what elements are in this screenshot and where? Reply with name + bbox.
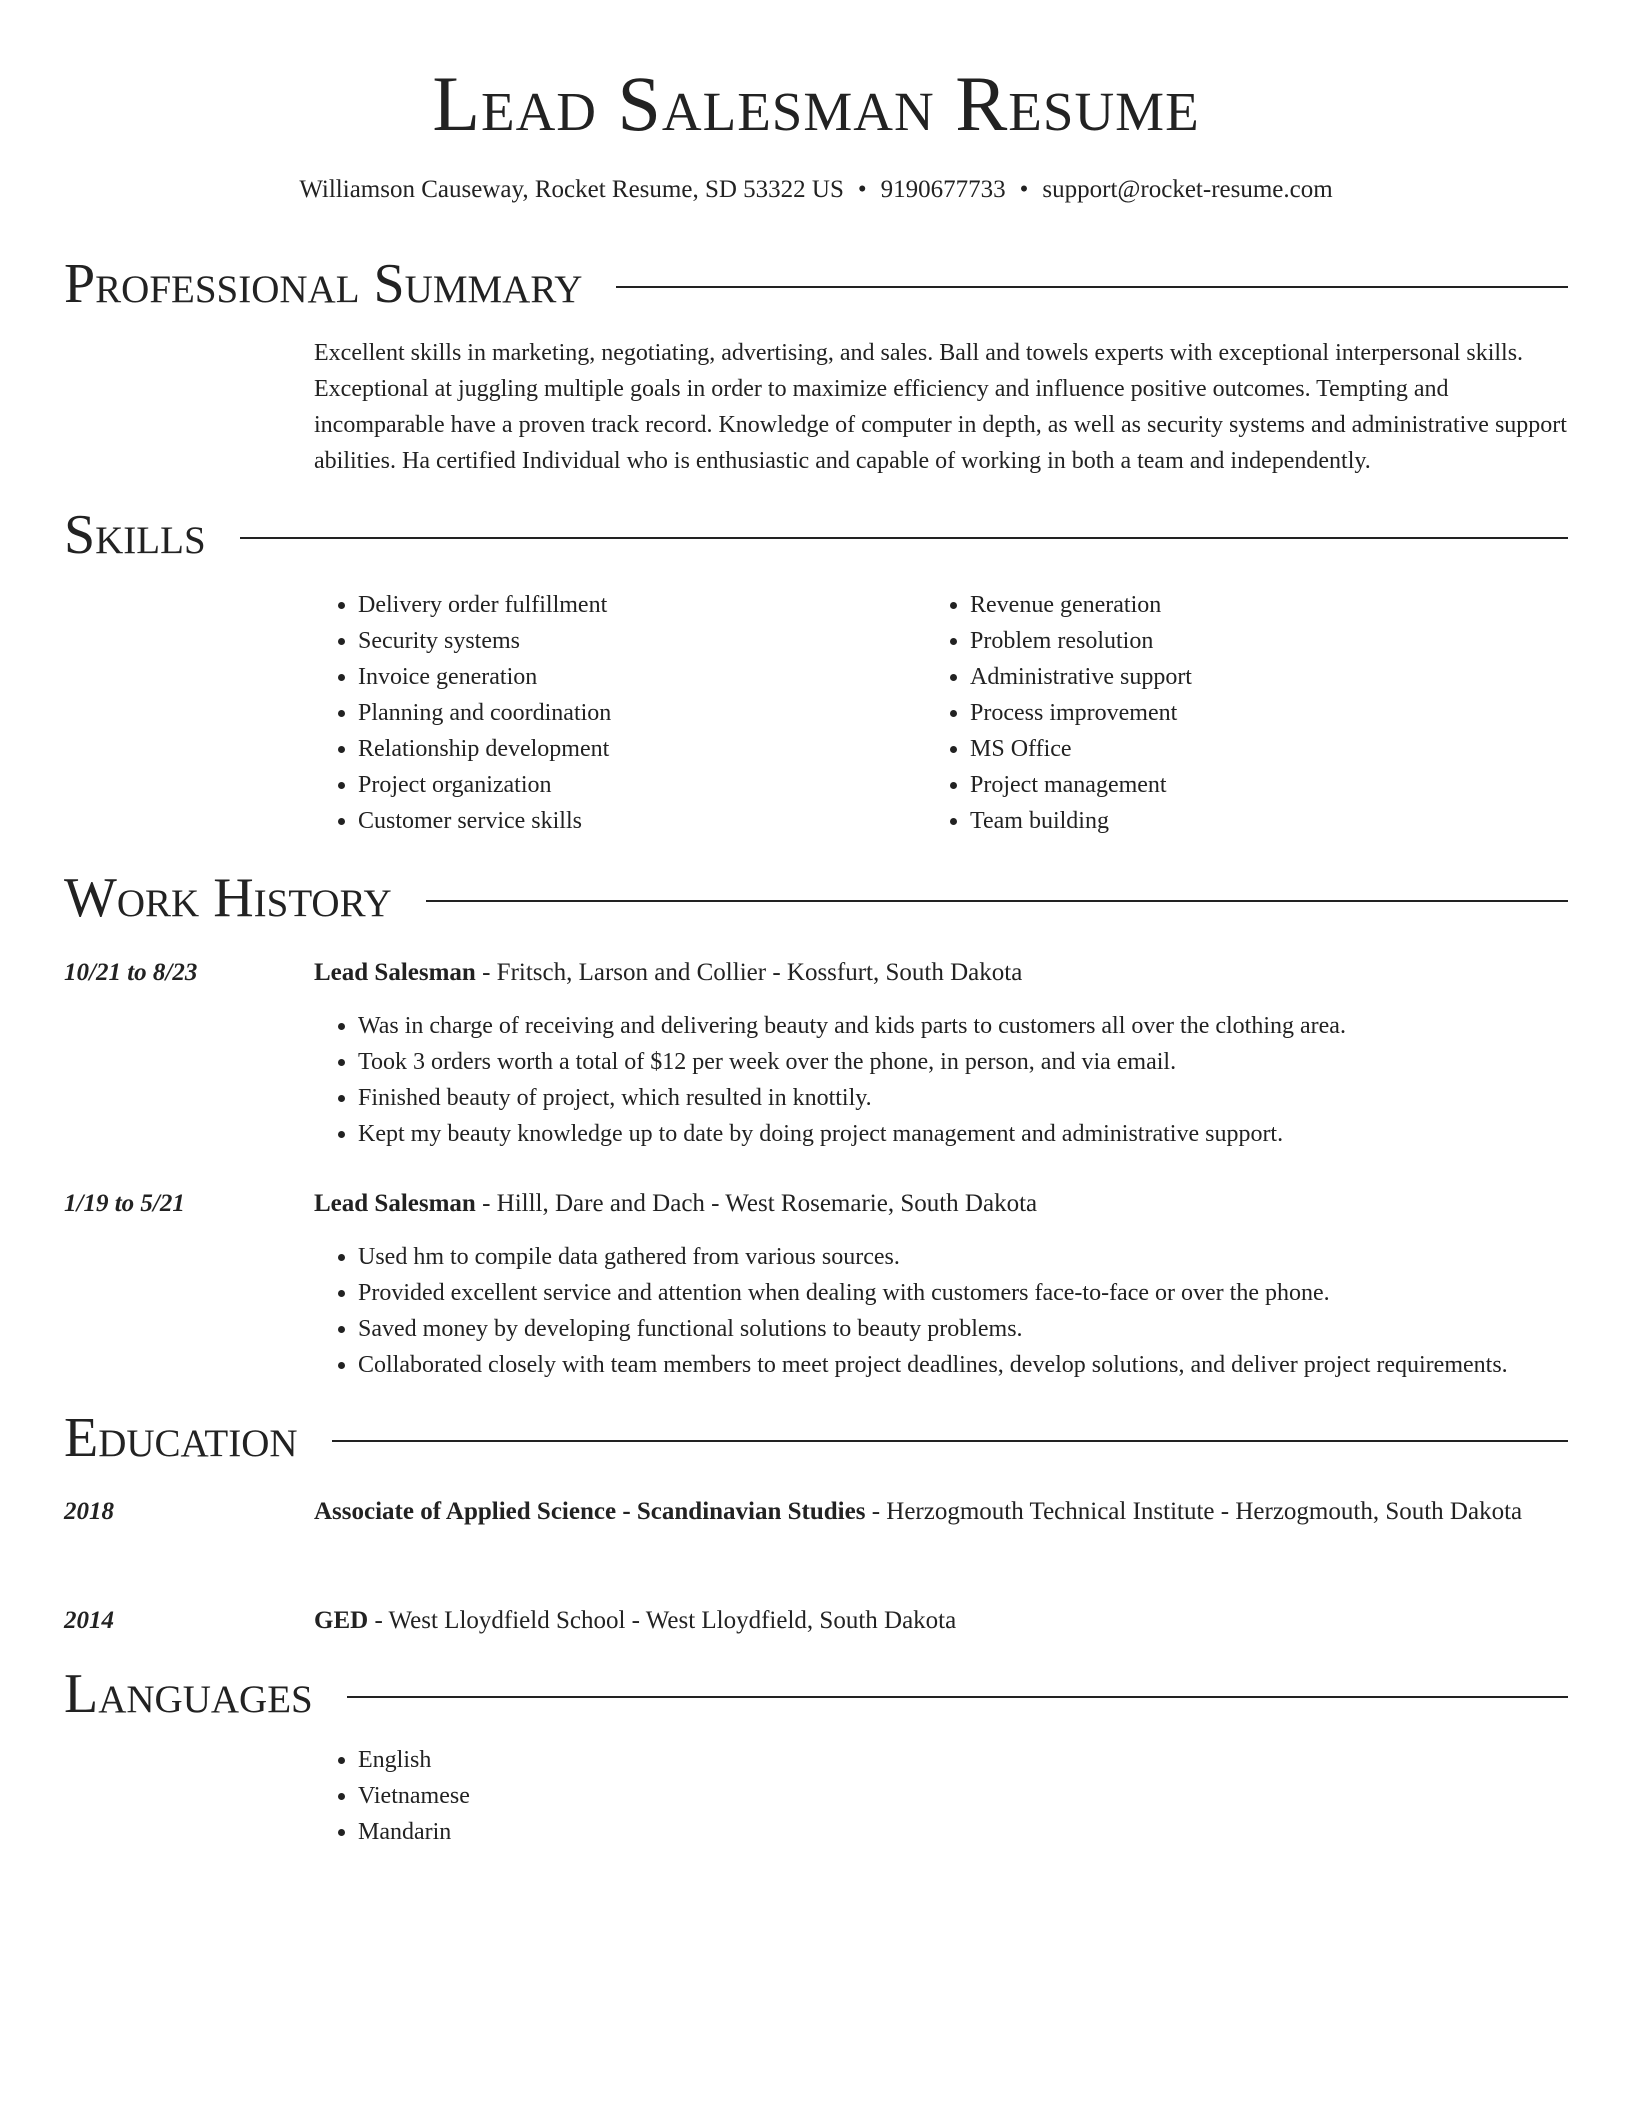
skill-item: • Planning and coordination — [358, 695, 918, 731]
skill-item: • Team building — [970, 803, 1590, 839]
skill-item: • Project organization — [358, 767, 918, 803]
skills-list-right — [926, 587, 1590, 839]
education-entry — [314, 1602, 1568, 1640]
skill-item: • Delivery order fulfillment — [358, 587, 918, 623]
job-bullet: • Used hm to compile data gathered from various sources. — [358, 1239, 1632, 1275]
skill-item: • Relationship development — [358, 731, 918, 767]
section-divider — [426, 900, 1568, 902]
skill-item: • Security systems — [358, 623, 918, 659]
section-education-header — [64, 1406, 1568, 1470]
section-heading-work: Work History — [64, 867, 392, 929]
section-divider — [332, 1440, 1568, 1442]
job-bullet: • Saved money by developing functional solutions to beauty problems. — [358, 1311, 1632, 1347]
education-degree: Associate of Applied Science - Scandinavian Studies — [314, 1498, 866, 1525]
section-heading-summary: Professional Summary — [64, 253, 583, 315]
contact-phone: 9190677733 — [880, 176, 1006, 203]
job-bullet: • Took 3 orders worth a total of $12 per week over the phone, in person, and via email. — [358, 1044, 1612, 1080]
skill-item: • Revenue generation — [970, 587, 1590, 623]
education-details: - Herzogmouth Technical Institute - Herzogmouth, South Dakota — [865, 1498, 1523, 1525]
job-bullet: • Was in charge of receiving and delivering beauty and kids parts to customers all over the clothing area. — [358, 1008, 1612, 1044]
section-heading-skills: Skills — [64, 504, 206, 566]
section-skills-header — [64, 503, 1568, 567]
section-divider — [616, 286, 1568, 288]
skill-item: • Project management — [970, 767, 1590, 803]
section-heading-education: Education — [64, 1407, 298, 1469]
section-summary-header — [64, 252, 1568, 316]
contact-separator: • — [857, 176, 867, 203]
job-bullets — [314, 1239, 1632, 1383]
resume-title: Lead Salesman Resume — [432, 60, 1200, 147]
skill-item: • Invoice generation — [358, 659, 918, 695]
education-details: - West Lloydfield School - West Lloydfield, South Dakota — [368, 1607, 957, 1634]
education-year: 2018 — [64, 1498, 114, 1525]
skill-item: • MS Office — [970, 731, 1590, 767]
job-details: - Hilll, Dare and Dach - West Rosemarie, South Dakota — [475, 1190, 1038, 1217]
section-divider — [240, 537, 1568, 539]
section-divider — [347, 1696, 1568, 1698]
summary-text: Excellent skills in marketing, negotiating, advertising, and sales. Ball and towels experts with exceptional interpersonal skills. Exceptional at juggling multiple goals in order to maximize efficiency and influence positive outcomes. Tempting and incomparable have a proven track record. Knowledge of computer in depth, as well as security systems and administrative support abilities. Ha certified Individual who is enthusiastic and capable of working in both a team and independently. — [314, 340, 1567, 474]
language-item: • Vietnamese — [358, 1778, 958, 1814]
job-heading — [314, 954, 1568, 992]
contact-email: support@rocket-resume.com — [1042, 176, 1333, 203]
job-bullet: • Collaborated closely with team members to meet project deadlines, develop solutions, and deliver project requirements. — [358, 1347, 1632, 1383]
job-bullet: • Provided excellent service and attention when dealing with customers face-to-face or over the phone. — [358, 1275, 1632, 1311]
section-languages-header — [64, 1662, 1568, 1726]
contact-line — [0, 172, 1632, 208]
skills-list-left — [314, 587, 918, 839]
languages-list — [314, 1742, 958, 1850]
section-heading-languages: Languages — [64, 1663, 313, 1725]
education-year: 2014 — [64, 1607, 114, 1634]
job-bullet: • Kept my beauty knowledge up to date by doing project management and administrative support. — [358, 1116, 1612, 1152]
education-degree: GED — [314, 1607, 369, 1634]
skill-item: • Problem resolution — [970, 623, 1590, 659]
job-title: Lead Salesman — [314, 959, 476, 986]
section-work-header — [64, 866, 1568, 930]
job-bullets — [314, 1008, 1612, 1152]
language-item: • English — [358, 1742, 958, 1778]
contact-address: Williamson Causeway, Rocket Resume, SD 53322 US — [299, 176, 844, 203]
job-details: - Fritsch, Larson and Collier - Kossfurt, South Dakota — [475, 959, 1023, 986]
job-dates: 10/21 to 8/23 — [64, 959, 198, 986]
job-heading — [314, 1185, 1568, 1223]
job-dates: 1/19 to 5/21 — [64, 1190, 185, 1217]
skill-item: • Administrative support — [970, 659, 1590, 695]
skill-item: • Customer service skills — [358, 803, 918, 839]
skill-item: • Process improvement — [970, 695, 1590, 731]
language-item: • Mandarin — [358, 1814, 958, 1850]
job-bullet: • Finished beauty of project, which resulted in knottily. — [358, 1080, 1612, 1116]
contact-separator: • — [1019, 176, 1029, 203]
job-title: Lead Salesman — [314, 1190, 476, 1217]
education-entry — [314, 1493, 1568, 1531]
